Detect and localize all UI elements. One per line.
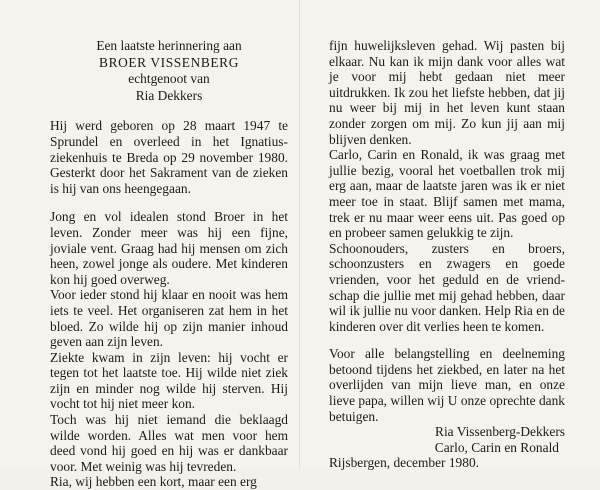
gratitude-paragraph: Toch was hij niet iemand die beklaagd wilde worden. Alles wat men voor hem deed vond hij goed en hij was er dankbaar voor. Met weinig was hij tevreden. bbox=[50, 412, 288, 474]
right-page bbox=[329, 0, 565, 471]
header-relation: echtgenoot van bbox=[128, 71, 210, 87]
spouse-address-continued: fijn huwelijksleven gehad. Wij pasten bij elkaar. Nu kan ik mijn dank voor alles wat je voor mij hebt gedaan niet meer uitdrukken. Ik zou het liefste hebben, dat jij nu weer bij mij in het leven kunt staan zonder zorgen om mij. Zo kun jij aan mij blijven denken. bbox=[329, 38, 565, 147]
spouse-address-start: Ria, wij hebben een kort, maar een erg bbox=[50, 474, 257, 490]
deceased-name: BROER VISSENBERG bbox=[99, 54, 239, 70]
character-paragraph: Jong en vol idealen stond Broer in het leven. Zonder meer was hij een fijne, joviale vent. Graag had hij mensen om zich heen, zowel jonge als oudere. Met kinderen kon hij goed overweg. bbox=[50, 209, 288, 287]
header-intro: Een laatste herinnering aan bbox=[96, 38, 242, 53]
family-paragraph: Schoonouders, zusters en broers, schoonzusters en zwagers en goede vrienden, voor het geduld en de vriendschap die jullie met mij gehad hebben, daar wil ik jullie nu voor danken. Help Ria en de kinderen over dit verlies heen te komen. bbox=[329, 240, 565, 334]
left-page bbox=[50, 0, 288, 490]
helpful-paragraph: Voor ieder stond hij klaar en nooit was hem iets te veel. Het organiseren zat hem in het bloed. Zo wilde hij op zijn manier inhoud geven aan zijn leven. bbox=[50, 287, 288, 350]
place-date: Rijsbergen, december 1980. bbox=[329, 455, 479, 471]
illness-paragraph: Ziekte kwam in zijn leven: hij vocht er tegen tot het laatste toe. Hij wilde niet ziek zijn en minder nog wilde hij sterven. Hij vocht tot hij niet meer kon. bbox=[50, 349, 288, 412]
spouse-name: Ria Dekkers bbox=[135, 87, 203, 103]
birth-death-paragraph: Hij werd geboren op 28 maart 1947 te Sprundel en overleed in het Ignatiusziekenhuis te Breda op 29 november 1980. Gesterkt door het Sakrament van de zieken is hij van ons heengegaan. bbox=[50, 118, 288, 196]
thanks-paragraph: Voor alle belangstelling en deelneming betoond tijdens het ziekbed, en later na het overlijden van mijn lieve man, en onze lieve papa, willen wij U onze oprechte dank betuigen. bbox=[329, 346, 565, 424]
card-header bbox=[50, 38, 288, 104]
fold-line bbox=[299, 0, 300, 468]
children-paragraph: Carlo, Carin en Ronald, ik was graag met jullie bezig, vooral het voetballen trok mij erg aan, maar de laatste jaren was ik er niet meer toe in staat. Blijf samen met mama, trek er nu maar weer eens uit. Pas goed op en probeer samen gelukkig te zijn. bbox=[329, 147, 565, 241]
signature-widow: Ria Vissenberg-Dekkers bbox=[435, 424, 565, 440]
signature-children: Carlo, Carin en Ronald bbox=[434, 439, 559, 455]
